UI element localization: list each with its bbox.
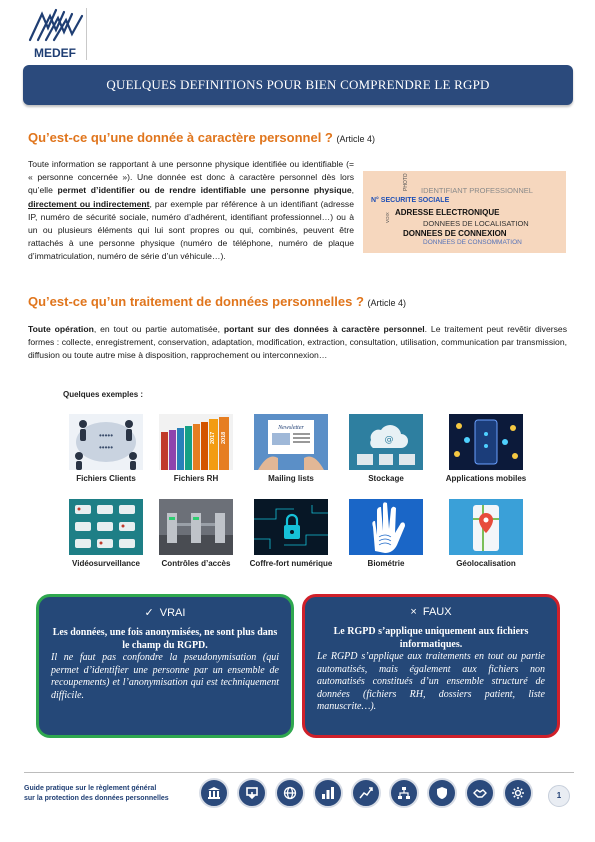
section1-heading [28, 130, 375, 145]
vrai-title: VRAI [159, 607, 186, 619]
section1-underline: directement ou indirectement [28, 198, 150, 209]
settings-icon[interactable] [503, 778, 533, 808]
page-number: 1 [548, 785, 570, 807]
section2-paragraph [28, 323, 567, 363]
svg-text:•••••: ••••• [98, 443, 114, 452]
example-label: Biométrie [367, 559, 405, 568]
section2-heading [28, 294, 406, 309]
example-stockage [338, 414, 434, 483]
cloud-word-secu: N° SECURITE SOCIALE [371, 197, 450, 204]
customers-image [69, 414, 143, 470]
example-label: Fichiers RH [173, 474, 219, 483]
newsletter-text: Newsletter [278, 425, 304, 431]
example-label: Contrôles d’accès [161, 559, 231, 568]
footer-line-2: sur la protection des données personnelles [24, 795, 169, 802]
example-fichiers-clients [58, 414, 154, 483]
examples-label: Quelques exemples : [63, 390, 144, 399]
example-videosurveillance [58, 499, 154, 568]
example-label: Applications mobiles [445, 474, 527, 483]
cloud-word-identifiant: IDENTIFIANT PROFESSIONNEL [421, 186, 533, 195]
geolocation-image [449, 499, 523, 555]
example-controles-acces [148, 499, 244, 568]
example-label: Géolocalisation [456, 559, 516, 568]
section1-heading-text: Qu’est-ce qu’une donnée à caractère personnel ? [28, 130, 333, 145]
section2-heading-text: Qu’est-ce qu’un traitement de données personnelles ? [28, 294, 364, 309]
example-label: Stockage [368, 474, 404, 483]
section1-text-3: , par exemple par référence à un identifiant (adresse IP, numéro de sécurité sociale, numéro d’adhérent, identifiant professionnel…) ou à un ou plusieurs éléments qui lui sont propres ou qui, combinés, peuvent être rattachés à une personne physique (numéro de téléphone, numéro de plaque d’immatriculation, numéro de série d’un véhicule…). [28, 198, 355, 262]
cloud-word-localisation: DONNEES DE LOCALISATION [423, 219, 529, 228]
logo-text: MEDEF [34, 46, 76, 60]
institution-icon[interactable] [199, 778, 229, 808]
section2-text-1: , en tout ou partie automatisée, [93, 324, 224, 334]
example-label: Coffre-fort numérique [249, 559, 333, 568]
section1-text-2: , [351, 185, 355, 196]
medef-logo [22, 8, 88, 64]
section2-bold-2: portant sur des données à caractère personnel [223, 324, 425, 334]
binder-year-2018: 2018 [221, 431, 227, 444]
example-label: Fichiers Clients [76, 474, 136, 483]
download-icon[interactable] [237, 778, 267, 808]
section2-text-2: . Le traitement peut revêtir diverses formes : collecte, enregistrement, conservation, adaptation, modification, extraction, consultation, utilisation, communication par transmission, diffusion ou toute autre mise à disposition, rapprochement ou interconnexion… [28, 324, 567, 361]
faux-box [302, 594, 560, 738]
example-label: Mailing lists [268, 474, 314, 483]
example-applications-mobiles [438, 414, 534, 483]
page-title: QUELQUES DEFINITIONS POUR BIEN COMPRENDRE LE RGPD [106, 77, 490, 92]
section2-article: (Article 4) [367, 298, 407, 308]
medef-logo-mark [26, 8, 86, 44]
section1-article: (Article 4) [336, 134, 376, 144]
cloud-word-voix: VOIX [385, 212, 390, 223]
binders-image [159, 414, 233, 470]
faux-header [317, 606, 545, 618]
section1-text-1: Toute information se rapportant à une personne physique identifiée ou identifiable (= « personne concernée »). Une donnée est donc à caractère personnel dès lors qu’elle [28, 159, 354, 196]
vrai-explanation: Il ne faut pas confondre la pseudonymisation (qui permet d’identifier une personne par un ensemble de recoupements) et l’anonymisation qui est techniquement difficile. [51, 652, 279, 701]
example-coffre-fort [243, 499, 339, 568]
cloud-word-connexion: DONNEES DE CONNEXION [403, 229, 507, 238]
footer-line-1: Guide pratique sur le règlement général [24, 785, 157, 792]
growth-chart-icon[interactable] [351, 778, 381, 808]
logo-divider [86, 8, 87, 60]
globe-icon[interactable] [275, 778, 305, 808]
network-icon[interactable] [389, 778, 419, 808]
cloud-word-consommation: DONNEES DE CONSOMMATION [423, 239, 522, 246]
section2-bold-1: Toute opération [28, 324, 94, 334]
example-biometrie [338, 499, 434, 568]
faux-statement: Le RGPD s’applique uniquement aux fichiers informatiques. [333, 626, 529, 650]
vrai-box [36, 594, 294, 738]
example-fichiers-rh [148, 414, 244, 483]
mobile-apps-image [449, 414, 523, 470]
vrai-statement: Les données, une fois anonymisées, ne sont plus dans le champ du RGPD. [52, 627, 278, 651]
svg-text:@: @ [384, 435, 394, 445]
digital-safe-image [254, 499, 328, 555]
chart-bars-icon[interactable] [313, 778, 343, 808]
cross-icon: × [410, 606, 417, 618]
biometrics-image [349, 499, 423, 555]
personal-data-word-cloud [363, 171, 566, 253]
example-mailing-lists [243, 414, 339, 483]
handshake-icon[interactable] [465, 778, 495, 808]
svg-text:•••••: ••••• [98, 431, 114, 440]
faux-explanation: Le RGPD s’applique aux traitements en tout ou partie automatisés, mais également aux fichiers non automatisés constitués d’un ensemble structuré de données (fichiers RH, dossiers patient, liste manuscrite…). [317, 651, 545, 712]
footer-guide-title [24, 784, 169, 804]
footer-divider [24, 772, 574, 773]
cloud-storage-image [349, 414, 423, 470]
vrai-header [51, 606, 279, 619]
newsletter-image [254, 414, 328, 470]
security-icon[interactable] [427, 778, 457, 808]
check-icon: ✓ [144, 607, 154, 619]
faux-title: FAUX [422, 606, 452, 618]
example-geolocalisation [438, 499, 534, 568]
title-banner [23, 65, 573, 105]
cloud-word-adresse: ADRESSE ELECTRONIQUE [395, 208, 500, 217]
section1-bold-1: permet d’identifier ou de rendre identifiable une personne physique [57, 185, 352, 196]
cloud-word-photo: PHOTO [403, 173, 409, 191]
example-label: Vidéosurveillance [72, 559, 140, 568]
section1-paragraph [28, 158, 354, 264]
access-gates-image [159, 499, 233, 555]
binder-year-2017: 2017 [210, 431, 216, 444]
cctv-image [69, 499, 143, 555]
